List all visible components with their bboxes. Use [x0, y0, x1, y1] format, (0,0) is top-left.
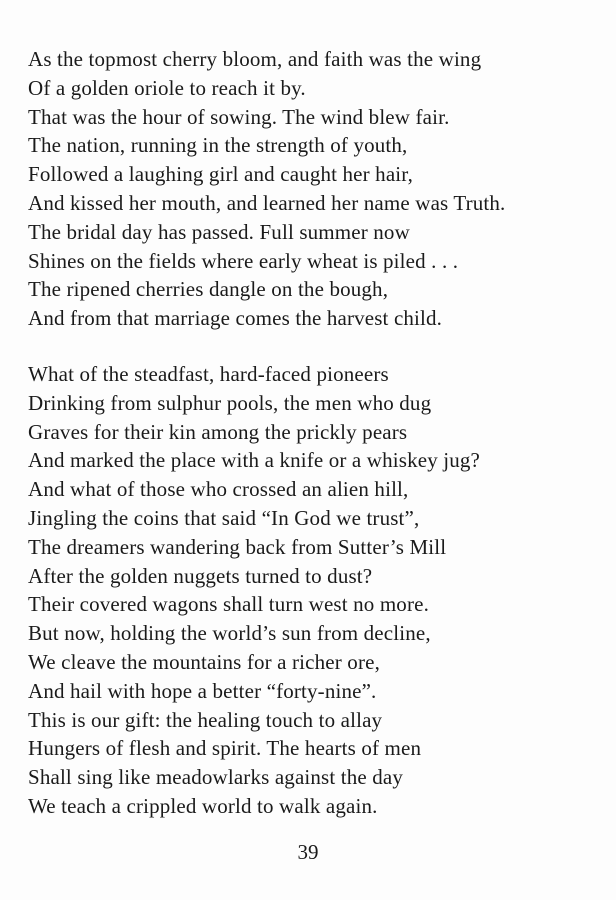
poem-line: And kissed her mouth, and learned her name was Truth.: [28, 190, 506, 215]
poem-line: And hail with hope a better “forty-nine”.: [28, 678, 377, 703]
poem-line: And what of those who crossed an alien hill,: [28, 477, 409, 502]
poem-line: Graves for their kin among the prickly pears: [28, 419, 408, 444]
page-number: 39: [297, 840, 319, 864]
stanza-2: [28, 360, 603, 821]
poem-line: Of a golden oriole to reach it by.: [28, 75, 306, 100]
poem-line: And marked the place with a knife or a whiskey jug?: [28, 448, 481, 473]
poem-line: But now, holding the world’s sun from decline,: [28, 621, 431, 646]
poem-line: After the golden nuggets turned to dust?: [28, 563, 373, 588]
poem-line: We teach a crippled world to walk again.: [28, 793, 378, 818]
poem-line: Jingling the coins that said “In God we trust”,: [28, 505, 420, 530]
poem-line: Hungers of flesh and spirit. The hearts of men: [28, 736, 422, 761]
poem-line: The ripened cherries dangle on the bough,: [28, 277, 389, 302]
poem-line: This is our gift: the healing touch to allay: [28, 707, 383, 732]
poem-line: What of the steadfast, hard-faced pioneers: [28, 362, 389, 386]
poem-line: We cleave the mountains for a richer ore,: [28, 649, 380, 674]
poem-line: Shines on the fields where early wheat is piled . . .: [28, 248, 459, 273]
poem-line: And from that marriage comes the harvest child.: [28, 306, 443, 331]
poem-line: The dreamers wandering back from Sutter’s Mill: [28, 534, 447, 559]
poem-line: Their covered wagons shall turn west no more.: [28, 592, 429, 617]
poem-line: The nation, running in the strength of youth,: [28, 133, 408, 158]
poem-line: Followed a laughing girl and caught her hair,: [28, 162, 413, 187]
poem-line: Drinking from sulphur pools, the men who dug: [28, 390, 432, 415]
poem-line: That was the hour of sowing. The wind blew fair.: [28, 104, 450, 129]
poem-line: As the topmost cherry bloom, and faith was the wing: [28, 47, 482, 71]
poem-line: Shall sing like meadowlarks against the day: [28, 765, 404, 790]
stanza-1: [28, 45, 603, 333]
poem-line: The bridal day has passed. Full summer now: [28, 219, 410, 244]
